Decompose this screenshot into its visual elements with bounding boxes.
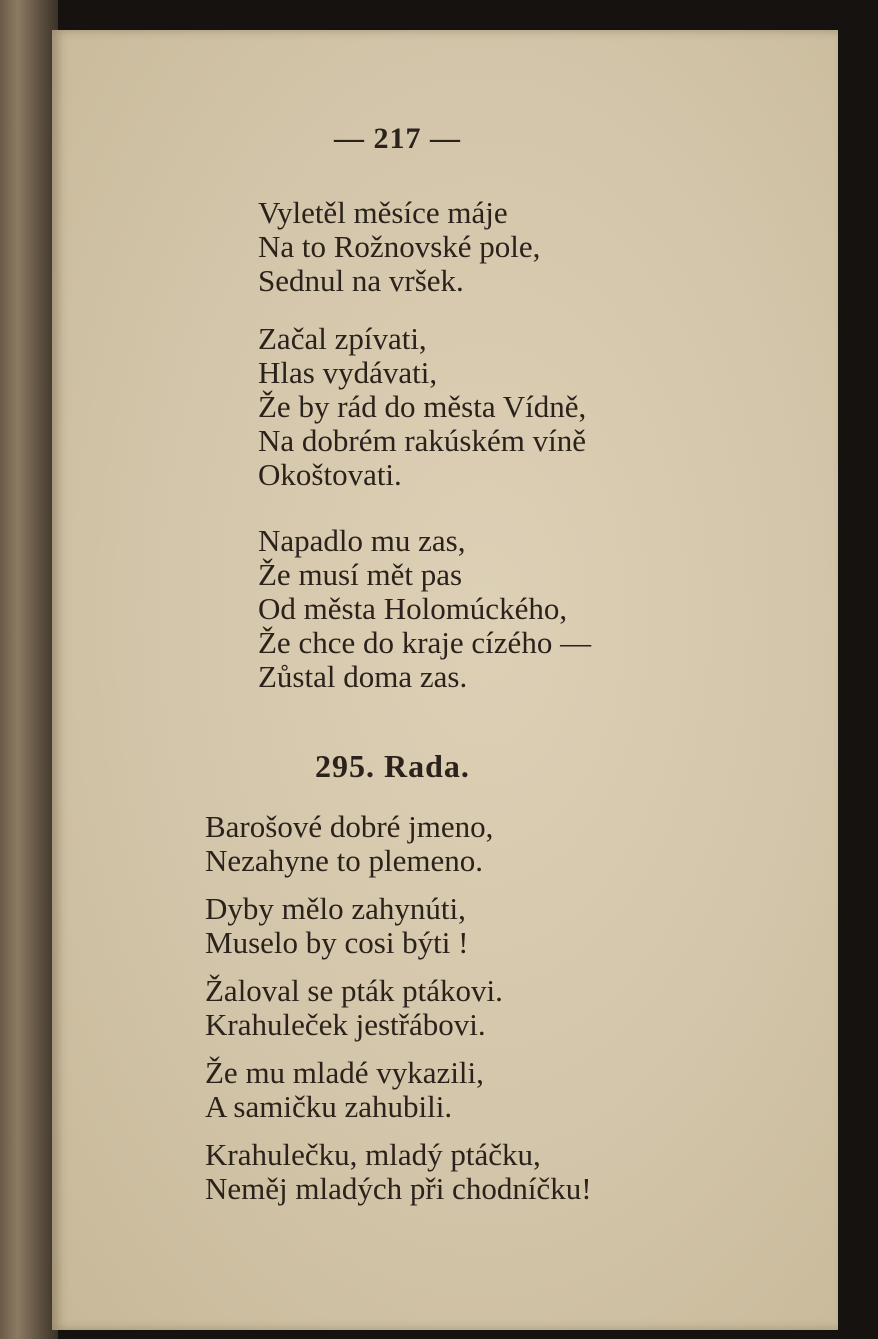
stanza-3 <box>258 524 591 694</box>
verse-line: Krahulečku, mladý ptáčku, <box>205 1137 541 1172</box>
verse-line: Napadlo mu zas, <box>258 523 466 558</box>
couplet-1 <box>205 810 493 878</box>
verse-line: Od města Holomúckého, <box>258 591 568 626</box>
verse-line: Sednul na vršek. <box>258 263 464 298</box>
couplet-2 <box>205 892 469 960</box>
couplet-3 <box>205 974 503 1042</box>
verse-line: Že chce do kraje cízého — <box>258 625 592 660</box>
verse-line: Neměj mladých při chodníčku! <box>205 1171 592 1206</box>
verse-line: Vyletěl měsíce máje <box>258 195 508 230</box>
verse-line: Muselo by cosi býti ! <box>205 925 469 960</box>
verse-line: Krahuleček jestřábovi. <box>205 1007 486 1042</box>
verse-line: Na dobrém rakúském víně <box>258 423 586 458</box>
verse-line: Nezahyne to plemeno. <box>205 843 484 878</box>
verse-line: Barošové dobré jmeno, <box>205 809 494 844</box>
poem-heading: 295. Rada. <box>315 748 470 784</box>
stanza-2 <box>258 322 586 492</box>
book-gutter <box>0 0 58 1339</box>
page-number: — 217 — <box>334 122 461 155</box>
verse-line: Že by rád do města Vídně, <box>258 389 587 424</box>
verse-line: Že musí mět pas <box>258 557 463 592</box>
verse-line: Začal zpívati, <box>258 321 427 356</box>
verse-line: Hlas vydávati, <box>258 355 438 390</box>
stanza-1 <box>258 196 540 298</box>
couplet-5 <box>205 1138 592 1206</box>
verse-line: Dyby mělo zahynúti, <box>205 891 466 926</box>
couplet-4 <box>205 1056 484 1124</box>
verse-line: A samičku zahubili. <box>205 1089 453 1124</box>
verse-line: Že mu mladé vykazili, <box>205 1055 484 1090</box>
verse-line: Okoštovati. <box>258 457 402 492</box>
verse-line: Zůstal doma zas. <box>258 659 468 694</box>
verse-line: Na to Rožnovské pole, <box>258 229 541 264</box>
verse-line: Žaloval se pták ptákovi. <box>205 973 503 1008</box>
